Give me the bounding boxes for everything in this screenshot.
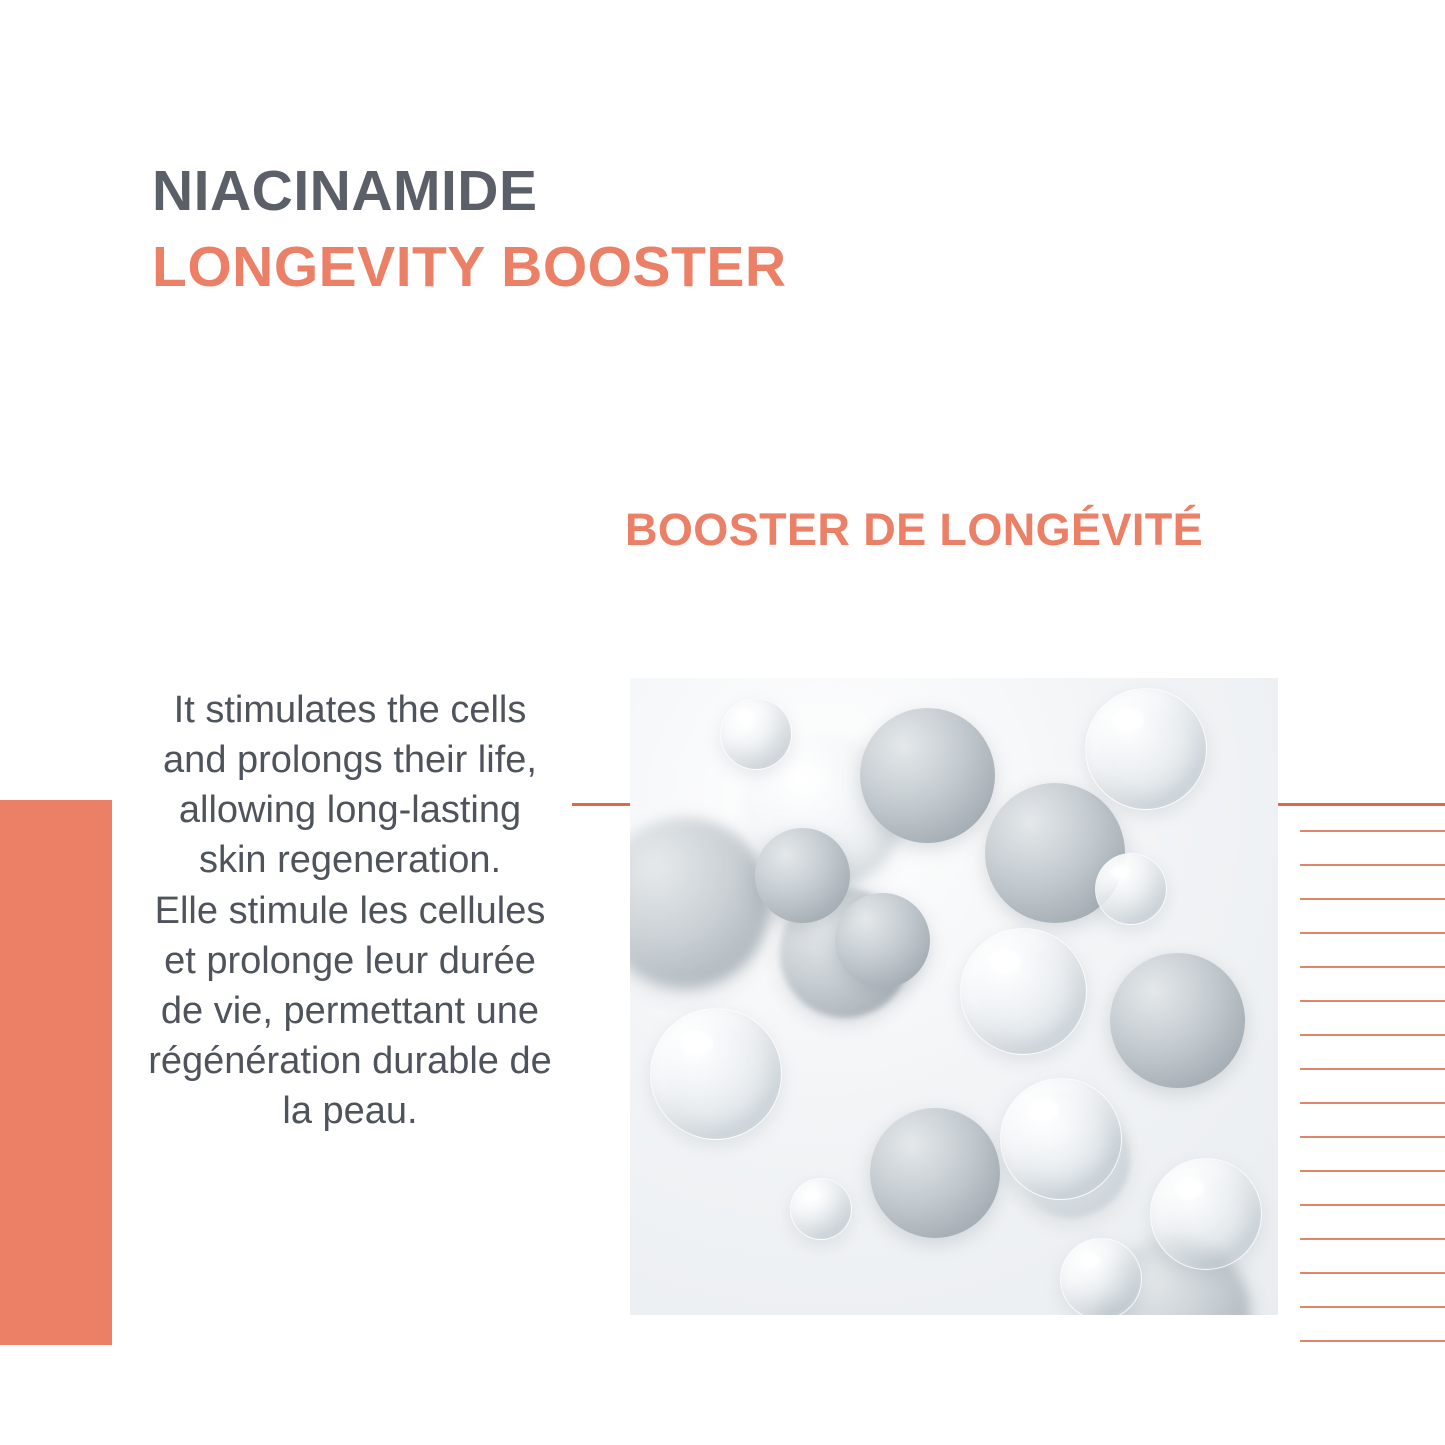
rule-line (1300, 1170, 1445, 1172)
rule-line (1300, 898, 1445, 900)
rule-line (1300, 1306, 1445, 1308)
bubble-3 (650, 1008, 782, 1140)
rule-line (1300, 1204, 1445, 1206)
page-subtitle-french: BOOSTER DE LONGÉVITÉ (625, 504, 1204, 555)
connector-line-right (1278, 803, 1445, 806)
sphere-3 (835, 893, 930, 988)
description-text (140, 685, 560, 1136)
rule-line (1300, 932, 1445, 934)
bubble-6 (1150, 1158, 1262, 1270)
rule-line (1300, 966, 1445, 968)
rule-line (1300, 1068, 1445, 1070)
rule-line (1300, 864, 1445, 866)
description-english: It stimulates the cells and prolongs their life, allowing long-lasting skin regeneration. (163, 689, 537, 882)
bubble-7 (790, 1178, 852, 1240)
rule-line (1300, 1136, 1445, 1138)
bubble-2 (960, 928, 1087, 1055)
description-french: Elle stimule les cellules et prolonge leur durée de vie, permettant une régénération durable de la peau. (148, 889, 552, 1133)
heading-block (152, 160, 1052, 300)
bubble-8 (1060, 1238, 1142, 1315)
sphere-6 (755, 828, 850, 923)
bubble-5 (1000, 1078, 1122, 1200)
rule-line (1300, 1272, 1445, 1274)
page-title: NIACINAMIDE (152, 159, 538, 223)
bubble-9 (720, 698, 792, 770)
rule-line (1300, 1000, 1445, 1002)
rule-line (1300, 830, 1445, 832)
page-subtitle: LONGEVITY BOOSTER (152, 234, 787, 299)
connector-line-left (572, 803, 632, 806)
accent-bar (0, 800, 112, 1345)
sphere-5 (870, 1108, 1000, 1238)
rule-line (1300, 1340, 1445, 1342)
sphere-1 (860, 708, 995, 843)
product-image (630, 678, 1278, 1315)
bubble-4 (1095, 853, 1167, 925)
sphere-4 (1110, 953, 1245, 1088)
ruled-lines-group (1300, 830, 1445, 1370)
rule-line (1300, 1102, 1445, 1104)
rule-line (1300, 1238, 1445, 1240)
rule-line (1300, 1034, 1445, 1036)
bubble-1 (1085, 688, 1207, 810)
